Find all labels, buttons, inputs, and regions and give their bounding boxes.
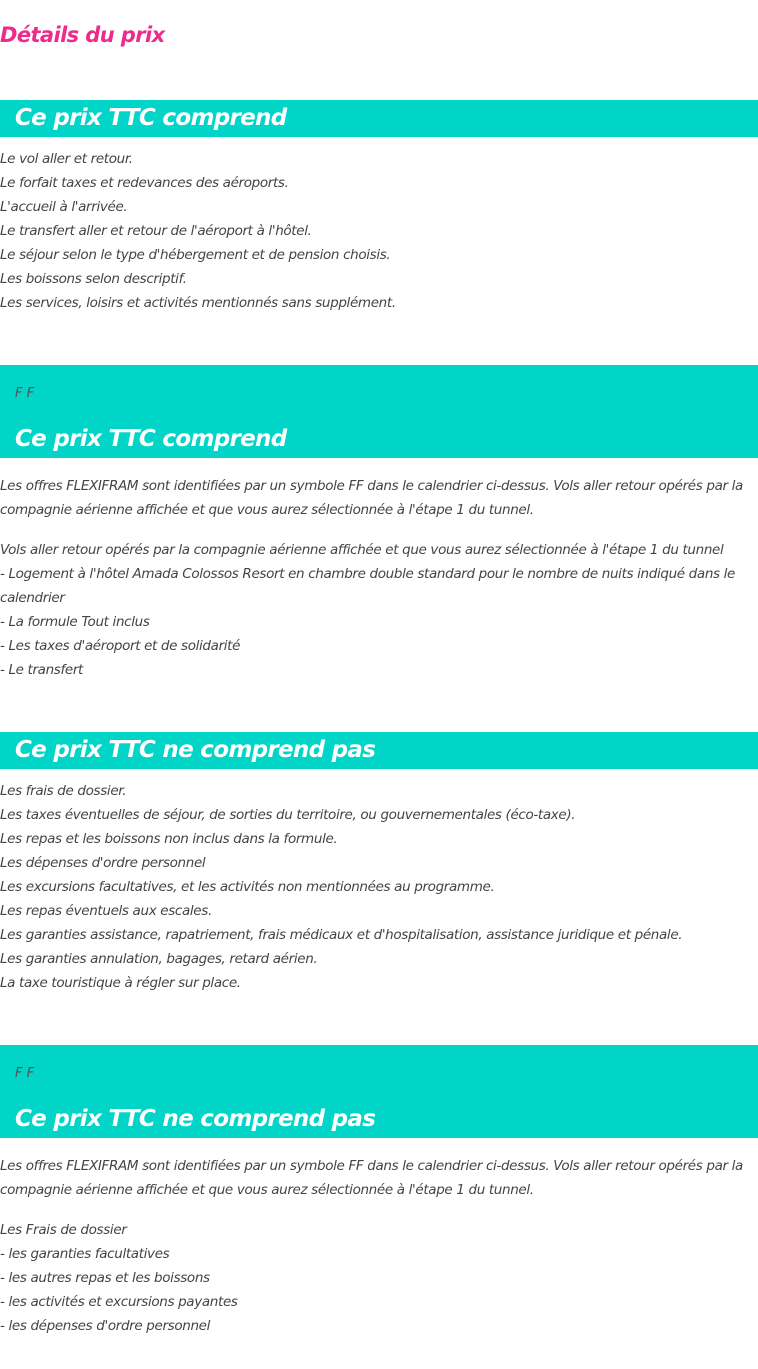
list-item: Les boissons selon descriptif.: [0, 271, 187, 287]
list-item: - les autres repas et les boissons: [0, 1270, 210, 1286]
list-item: Les garanties annulation, bagages, retard aérien.: [0, 951, 318, 967]
list-item: La taxe touristique à régler sur place.: [0, 975, 241, 991]
list-item: Les taxes éventuelles de séjour, de sorties du territoire, ou gouvernementales (éco-taxe).: [0, 807, 576, 823]
flexifram-tag: F F: [15, 386, 35, 401]
list-item: Le transfert aller et retour de l'aéroport à l'hôtel.: [0, 223, 312, 239]
list-item: Les repas éventuels aux escales.: [0, 903, 212, 919]
list-item: - La formule Tout inclus: [0, 614, 150, 630]
flexifram-tag: F F: [15, 1066, 35, 1081]
list-item: - Logement à l'hôtel Amada Colossos Resort en chambre double standard pour le nombre de nuits indiqué dans le: [0, 566, 736, 582]
list-item: Le forfait taxes et redevances des aéroports.: [0, 175, 289, 191]
section-header-ff-included: [0, 365, 758, 458]
page-title: Détails du prix: [0, 23, 165, 47]
list-item: Vols aller retour opérés par la compagnie aérienne affichée et que vous aurez sélectionnée à l'étape 1 du tunnel: [0, 542, 724, 558]
list-item: Les frais de dossier.: [0, 783, 127, 799]
intro-line: compagnie aérienne affichée et que vous aurez sélectionnée à l'étape 1 du tunnel.: [0, 1182, 534, 1198]
intro-line: Les offres FLEXIFRAM sont identifiées par un symbole FF dans le calendrier ci-dessus. Vols aller retour opérés par la: [0, 478, 743, 494]
section-header-included: [0, 100, 758, 137]
ff-not-included-list: [0, 1218, 758, 1338]
list-item: - Les taxes d'aéroport et de solidarité: [0, 638, 241, 654]
included-list: [0, 147, 758, 315]
list-item: L'accueil à l'arrivée.: [0, 199, 128, 215]
section-title: Ce prix TTC comprend: [15, 105, 287, 131]
list-item: Les dépenses d'ordre personnel: [0, 855, 206, 871]
ff-not-included-intro: [0, 1154, 758, 1202]
list-item: - les dépenses d'ordre personnel: [0, 1318, 211, 1334]
section-header-ff-not-included: [0, 1045, 758, 1138]
list-item: Les services, loisirs et activités mentionnés sans supplément.: [0, 295, 396, 311]
section-title: Ce prix TTC ne comprend pas: [15, 737, 376, 763]
ff-included-intro: [0, 474, 758, 522]
list-item: - Le transfert: [0, 662, 83, 678]
intro-line: Les offres FLEXIFRAM sont identifiées par un symbole FF dans le calendrier ci-dessus. Vols aller retour opérés par la: [0, 1158, 743, 1174]
list-item: Le vol aller et retour.: [0, 151, 133, 167]
list-item: calendrier: [0, 590, 65, 606]
list-item: Le séjour selon le type d'hébergement et de pension choisis.: [0, 247, 391, 263]
intro-line: compagnie aérienne affichée et que vous aurez sélectionnée à l'étape 1 du tunnel.: [0, 502, 534, 518]
list-item: Les excursions facultatives, et les activités non mentionnées au programme.: [0, 879, 495, 895]
list-item: - les garanties facultatives: [0, 1246, 170, 1262]
section-header-not-included: [0, 732, 758, 769]
not-included-list: [0, 779, 758, 995]
list-item: Les repas et les boissons non inclus dans la formule.: [0, 831, 338, 847]
section-title: Ce prix TTC comprend: [15, 426, 287, 452]
list-item: Les garanties assistance, rapatriement, frais médicaux et d'hospitalisation, assistance juridique et pénale.: [0, 927, 683, 943]
list-item: Les Frais de dossier: [0, 1222, 127, 1238]
ff-included-list: [0, 538, 758, 682]
list-item: - les activités et excursions payantes: [0, 1294, 238, 1310]
section-title: Ce prix TTC ne comprend pas: [15, 1106, 376, 1132]
